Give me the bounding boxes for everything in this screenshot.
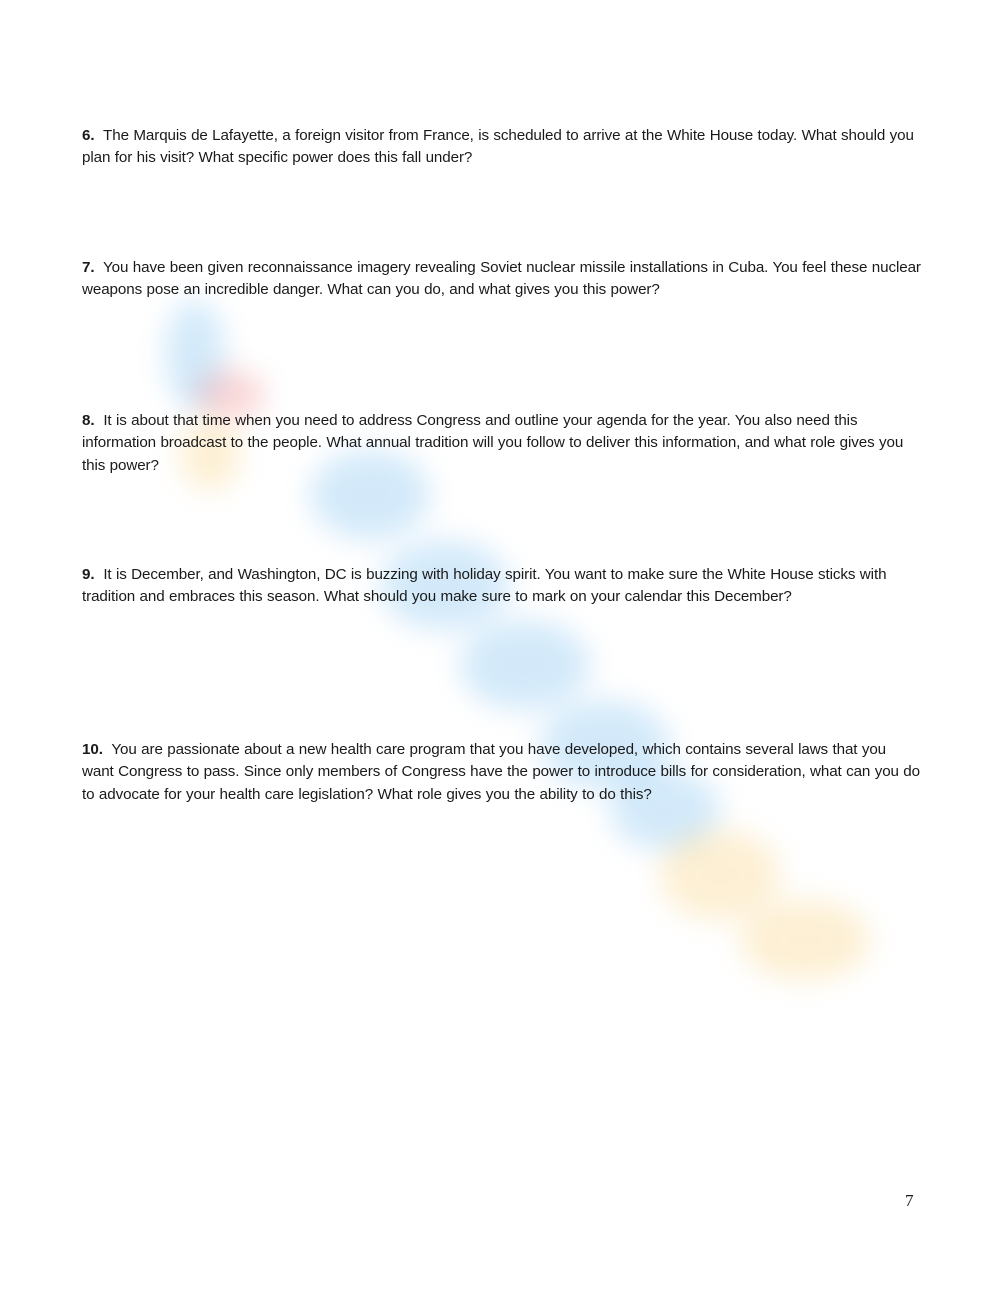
question-text: The Marquis de Lafayette, a foreign visitor from France, is scheduled to arrive at the White House today. What should you plan for his visit? What specific power does this fall under? [82, 127, 914, 167]
question-number: 7. [82, 259, 95, 276]
page-number: 7 [905, 1191, 914, 1210]
question-9 [82, 564, 922, 609]
question-text: It is about that time when you need to address Congress and outline your agenda for the year. You also need this information broadcast to the people. What annual tradition will you follow to deliver this information, and what role gives you this power? [82, 412, 904, 474]
question-text: You have been given reconnaissance imagery revealing Soviet nuclear missile installations in Cuba. You feel these nuclear weapons pose an incredible danger. What can you do, and what gives you this power? [82, 259, 921, 299]
question-8 [82, 410, 922, 477]
question-number: 6. [82, 127, 95, 144]
question-number: 10. [82, 741, 103, 758]
question-6 [82, 125, 922, 170]
question-7 [82, 257, 922, 302]
question-number: 8. [82, 412, 95, 429]
question-10 [82, 739, 922, 806]
question-text: It is December, and Washington, DC is buzzing with holiday spirit. You want to make sure the White House sticks with tradition and embraces this season. What should you make sure to mark on your calendar this December? [82, 566, 887, 606]
question-text: You are passionate about a new health care program that you have developed, which contains several laws that you want Congress to pass. Since only members of Congress have the power to introduce bills for consideration, what can you do to advocate for your health care legislation? What role gives you the ability to do this? [82, 741, 920, 803]
question-number: 9. [82, 566, 95, 583]
